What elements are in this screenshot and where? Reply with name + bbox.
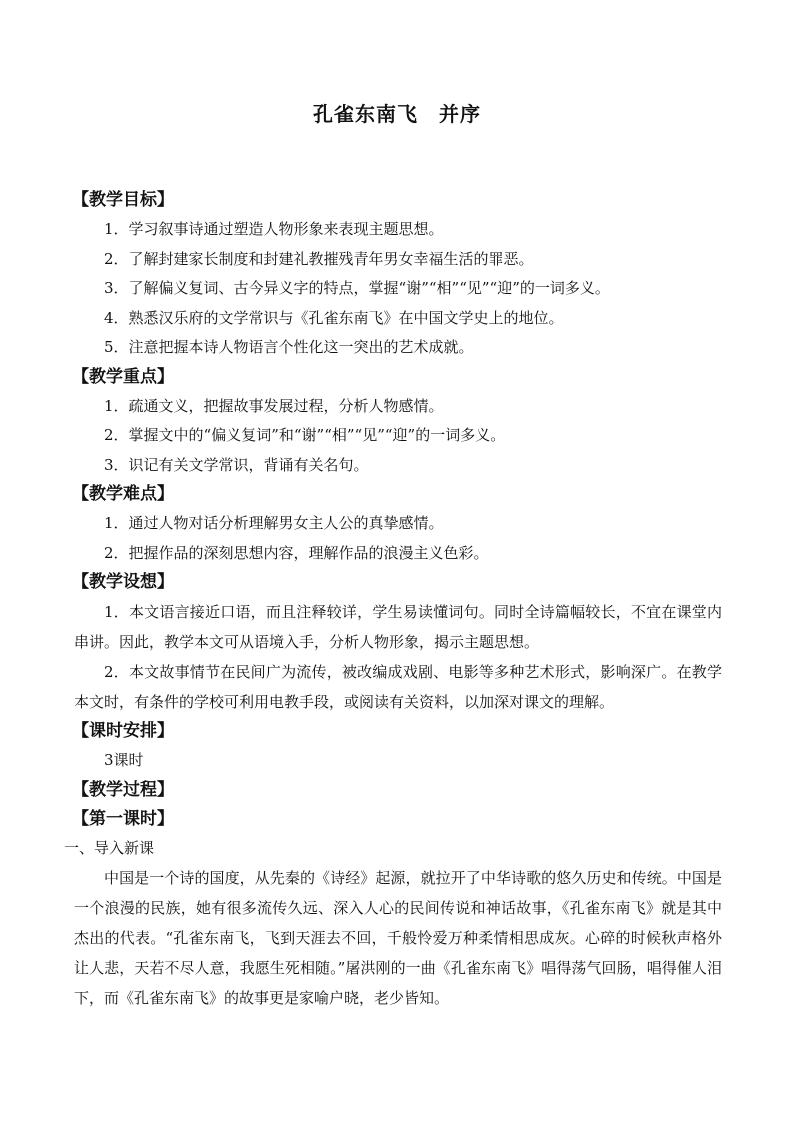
design-paragraph: 2．本文故事情节在民间广为流传，被改编成戏剧、电影等多种艺术形式，影响深广。在教学本文时，有条件的学校可利用电教手段，或阅读有关资料，以加深对课文的理解。 xyxy=(74,663,722,711)
section-heading-goals: 【教学目标】 xyxy=(72,190,174,210)
section-heading-process: 【教学过程】 xyxy=(72,779,174,800)
design-paragraph: 1．本文语言接近口语，而且注释较详，学生易读懂词句。同时全诗篇幅较长，不宜在课堂内串讲。因此，教学本文可从语境入手，分析人物形象，揭示主题思想。 xyxy=(74,603,722,651)
key-point-item: 2．掌握文中的“偏义复词”和“谢”“相”“见”“迎”的一词多义。 xyxy=(104,426,506,444)
goal-item: 2．了解封建家长制度和封建礼教摧残青年男女幸福生活的罪恶。 xyxy=(104,249,534,268)
section-heading-lesson1: 【第一课时】 xyxy=(72,808,174,829)
goal-item: 1．学习叙事诗通过塑造人物形象来表现主题思想。 xyxy=(104,220,444,238)
difficulty-item: 1．通过人物对话分析理解男女主人公的真挚感情。 xyxy=(104,514,444,532)
schedule-text: 3课时 xyxy=(104,751,144,769)
key-point-item: 3．识记有关文学常识，背诵有关名句。 xyxy=(104,455,369,474)
goal-item: 3．了解偏义复词、古今异义字的特点，掌握“谢”“相”“见”“迎”的一词多义。 xyxy=(104,279,610,297)
document-title: 孔雀东南飞 并序 xyxy=(313,102,481,126)
goal-item: 4．熟悉汉乐府的文学常识与《孔雀东南飞》在中国文学史上的地位。 xyxy=(104,308,564,327)
lesson1-step: 一、导入新课 xyxy=(64,838,155,857)
difficulty-item: 2．把握作品的深刻思想内容，理解作品的浪漫主义色彩。 xyxy=(104,543,489,562)
section-heading-schedule: 【课时安排】 xyxy=(72,721,174,741)
section-heading-key-points: 【教学重点】 xyxy=(72,366,174,387)
section-heading-design: 【教学设想】 xyxy=(72,572,174,592)
section-heading-difficulties: 【教学难点】 xyxy=(72,484,174,504)
key-point-item: 1．疏通文义，把握故事发展过程，分析人物感情。 xyxy=(104,396,444,415)
goal-item: 5．注意把握本诗人物语言个性化这一突出的艺术成就。 xyxy=(104,338,474,356)
document-body xyxy=(64,186,722,1013)
lesson1-paragraph: 中国是一个诗的国度，从先秦的《诗经》起源，就拉开了中华诗歌的悠久历史和传统。中国是一个浪漫的民族，她有很多流传久远、深入人心的民间传说和神话故事，《孔雀东南飞》就是其中杰出的代表。“孔雀东南飞，飞到天涯去不回，千般怜爱万种柔情相思成灰。心碎的时候秋声格外让人悲，天若不尽人意，我愿生死相随。”屠洪刚的一曲《孔雀东南飞》唱得荡气回肠，唱得催人泪下，而《孔雀东南飞》的故事更是家喻户晓，老少皆知。 xyxy=(74,868,722,1007)
